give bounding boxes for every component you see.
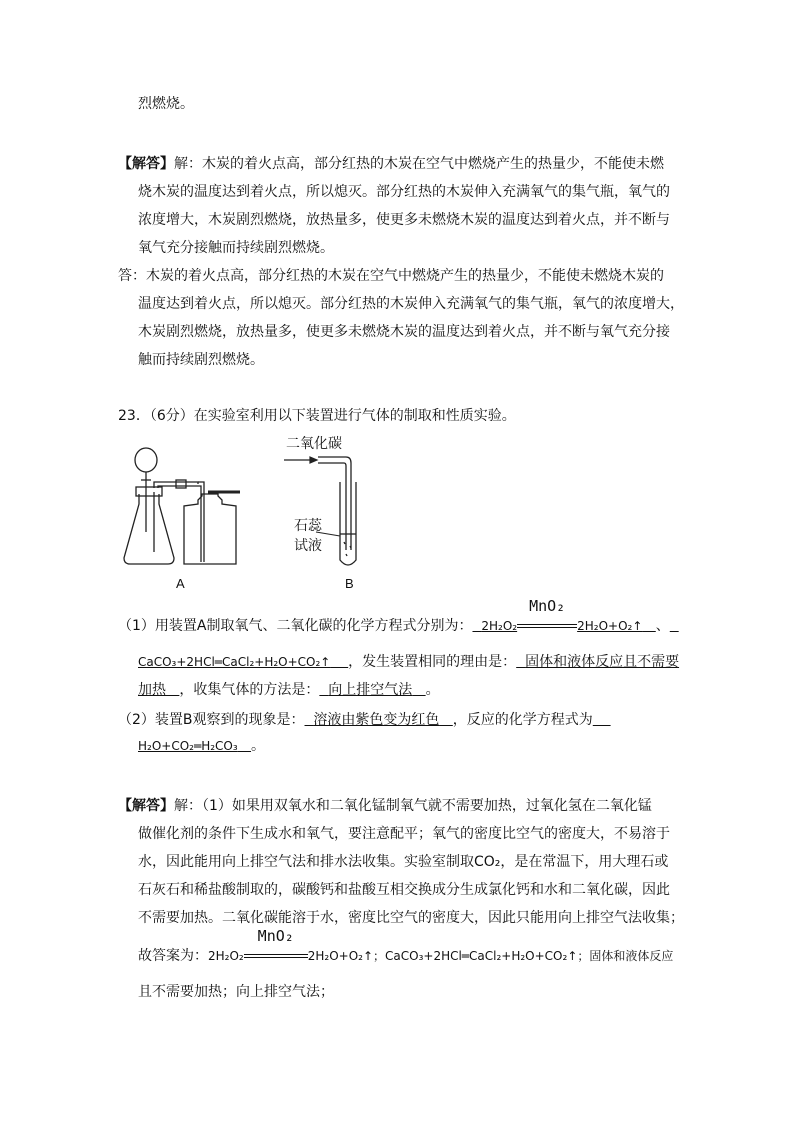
answer-line: 浓度增大，木炭剧烈燃烧，放热量多，使更多未燃烧木炭的温度达到着火点，并不断与 (138, 212, 670, 228)
answer-text: 解：（1）如果用双氧水和二氧化锰制氧气就不需要加热，过氧化氢在二氧化锰 (174, 798, 652, 814)
eq1-reactant: 2H₂O₂ (481, 619, 518, 633)
part1-line (118, 597, 679, 636)
blank-phenomenon: 溶液由紫色变为红色 (313, 712, 440, 728)
label-b: B (345, 576, 354, 591)
part1-line: 加热 ，收集气体的方法是： 向上排空气法 。 (138, 682, 440, 698)
answer-text: 解：木炭的着火点高，部分红热的木炭在空气中燃烧产生的热量少，不能使未燃 (174, 156, 664, 172)
reply-line: 温度达到着火点，所以熄灭。部分红热的木炭伸入充满氧气的集气瓶，氧气的浓度增大， (138, 296, 684, 312)
answer-label: 【解答】 (118, 798, 174, 814)
gas-arrow (284, 457, 317, 463)
answer-line: 且不需要加热；向上排空气法； (138, 984, 334, 1000)
answer-line (118, 154, 664, 174)
eq1-catalyst: MnO₂ (529, 597, 566, 615)
answer-eq-reactant: 2H₂O₂ (208, 949, 244, 963)
answer-line: 做催化剂的条件下生成水和氧气，要注意配平；氧气的密度比空气的密度大，不易溶于 (138, 826, 670, 842)
blank-reason: 固体和液体反应且不需要 (525, 654, 680, 670)
apparatus-figure (118, 432, 378, 594)
label-a: A (176, 576, 185, 591)
test-tube (340, 482, 356, 565)
reply-line: 木炭剧烈燃烧，放热量多，使更多未燃烧木炭的温度达到着火点，并不断与氧气充分接 (138, 324, 670, 340)
answer-line: 烧木炭的温度达到着火点，所以熄灭。部分红热的木炭伸入充满氧气的集气瓶，氧气的 (138, 184, 670, 200)
text-fragment: 烈燃烧。 (138, 96, 194, 112)
blank-eq1 (472, 597, 655, 634)
separator: 、 (655, 618, 670, 634)
answer-eq-product: 2H₂O+O₂↑ (307, 949, 374, 963)
answer-line (138, 927, 674, 966)
conical-flask (124, 487, 174, 564)
answer-line: 氧气充分接触而持续剧烈燃烧。 (138, 240, 334, 256)
part2-eq-prompt: ，反应的化学方程式为 (452, 712, 593, 728)
litmus-label-1: 石蕊 (294, 517, 322, 533)
answer-line (118, 796, 652, 816)
litmus-label-2: 试液 (294, 537, 322, 553)
answer-line: 不需要加热。二氧化碳能溶于水，密度比空气的密度大，因此只能用向上排空气法收集； (138, 910, 684, 926)
answer-eq-catalyst: MnO₂ (257, 927, 294, 945)
eq1-product: 2H₂O+O₂↑ (577, 619, 643, 633)
blank-eq2: CaCO₃+2HCl═CaCl₂+H₂O+CO₂↑ (138, 655, 331, 669)
answer-eq-arrow (244, 927, 308, 966)
co2-label: 二氧化碳 (286, 435, 342, 451)
part1-prefix: （1）用装置A制取氧气、二氧化碳的化学方程式分别为： (118, 618, 473, 634)
question-stem: 23．（6分）在实验室利用以下装置进行气体的制取和性质实验。 (118, 408, 516, 424)
reply-line: 触而持续剧烈燃烧。 (138, 352, 264, 368)
bent-tube (318, 457, 351, 550)
gas-collecting-jar (184, 492, 240, 564)
blank-method: 向上排空气法 (328, 682, 413, 698)
answer-label: 【解答】 (118, 156, 174, 172)
answer-line: 石灰石和稀盐酸制取的，碳酸钙和盐酸互相交换成分生成氯化钙和水和二氧化碳，因此 (138, 882, 670, 898)
part2-prefix: （2）装置B观察到的现象是： (118, 712, 305, 728)
part1-collect-prompt: ，收集气体的方法是： (179, 682, 320, 698)
eq1-arrow (517, 597, 577, 636)
answer-prefix: 故答案为： (138, 948, 208, 964)
reply-line: 答：木炭的着火点高，部分红热的木炭在空气中燃烧产生的热量少，不能使未燃烧木炭的 (118, 268, 664, 284)
part2-line: H₂O+CO₂═H₂CO₃ 。 (138, 738, 266, 754)
blank-reason-cont: 加热 (138, 682, 166, 698)
answer-line: 水，因此能用向上排空气法和排水法收集。实验室制取CO₂，是在常温下，用大理石或 (138, 854, 669, 870)
blank-eq3: H₂O+CO₂═H₂CO₃ (138, 739, 238, 753)
part2-line (118, 710, 611, 730)
part1-line (138, 652, 679, 672)
part1-reason-prompt: ，发生装置相同的理由是： (348, 654, 517, 670)
answer-eq-rest: ；CaCO₃+2HCl═CaCl₂+H₂O+CO₂↑；固体和液体反应 (373, 949, 674, 963)
